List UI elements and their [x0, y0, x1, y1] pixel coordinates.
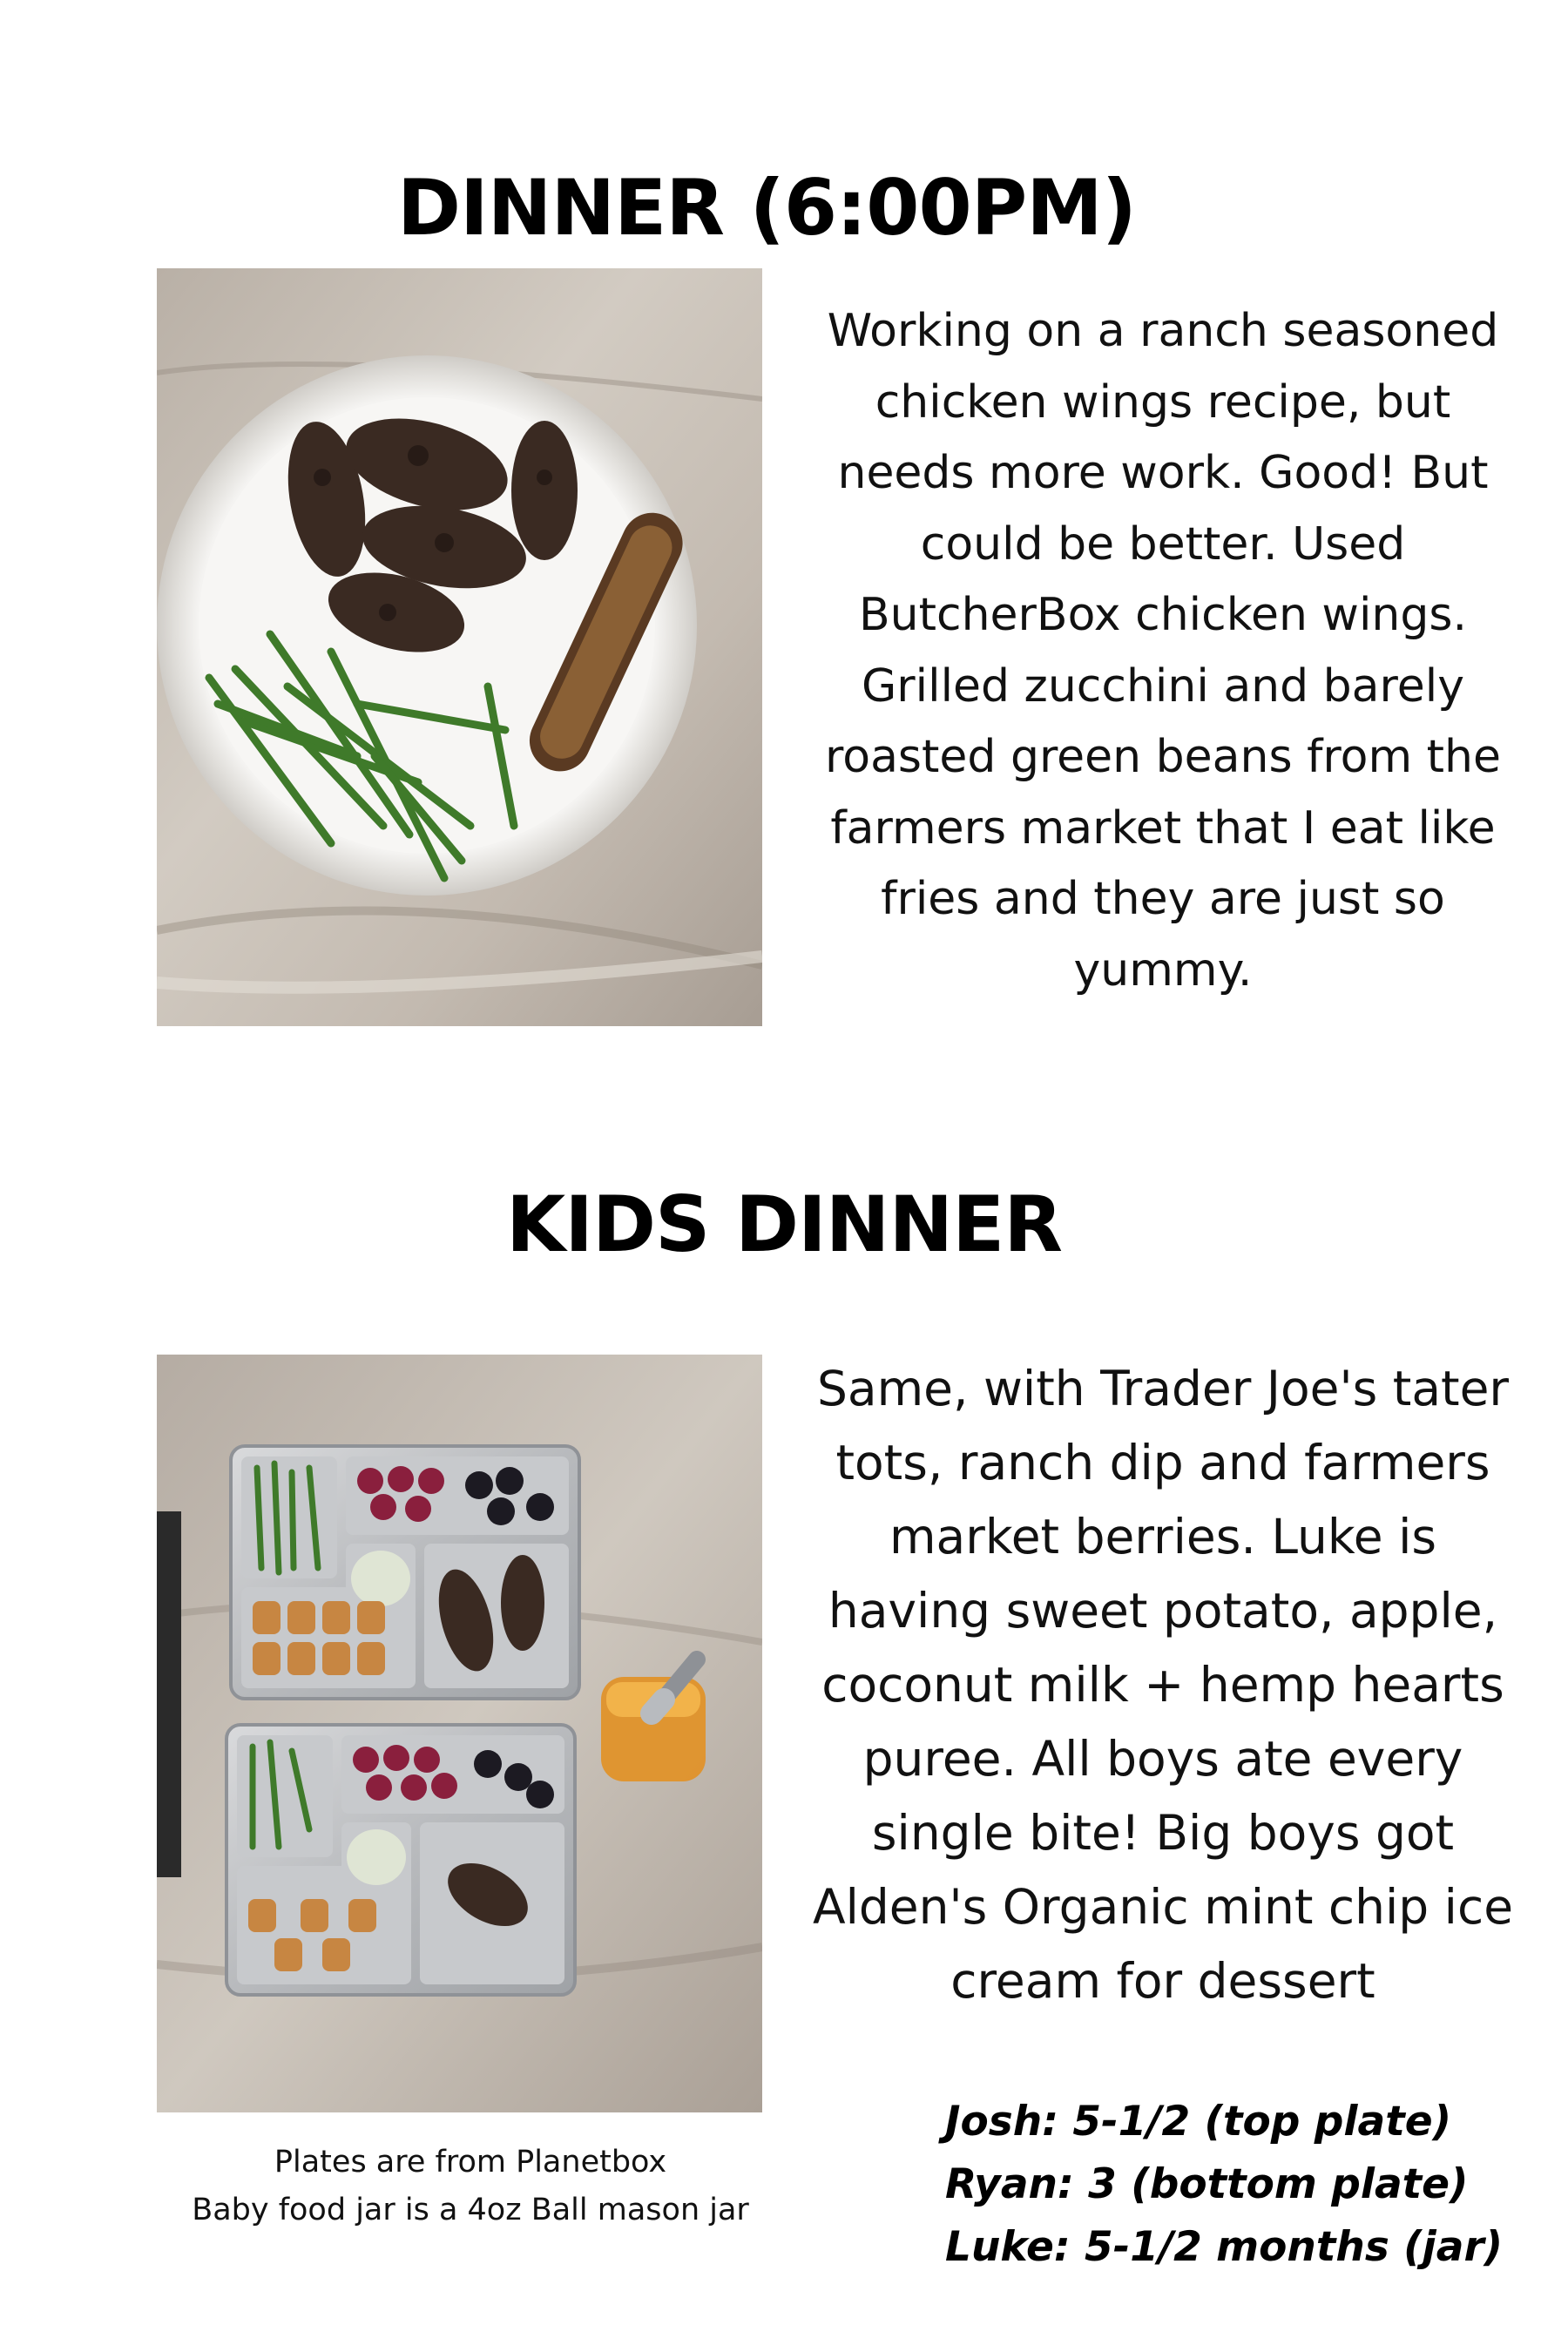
- kids-dinner-heading: KIDS DINNER: [506, 1179, 1062, 1269]
- age-josh: Josh: 5-1/2 (top plate): [945, 2098, 1452, 2146]
- kids-plates-image: [157, 1355, 762, 2112]
- caption-line-1: Plates are from Planetbox: [274, 2145, 667, 2180]
- photo-caption: [157, 2139, 784, 2234]
- caption-line-2: Baby food jar is a 4oz Ball mason jar: [192, 2193, 749, 2227]
- dinner-plate-image: [157, 268, 762, 1026]
- dinner-heading: DINNER (6:00PM): [397, 163, 1136, 253]
- ages-list: [945, 2091, 1503, 2279]
- age-ryan: Ryan: 3 (bottom plate): [945, 2160, 1469, 2208]
- dinner-photo: [157, 268, 762, 1026]
- age-luke: Luke: 5-1/2 months (jar): [945, 2223, 1504, 2271]
- dinner-description: Working on a ranch seasoned chicken wings recipe, but needs more work. Good! But could be better. Used ButcherBox chicken wings. Grilled zucchini and barely roasted green beans from the farmers market that I eat like fries and they are just so yummy.: [825, 305, 1501, 997]
- kids-dinner-description: Same, with Trader Joe's tater tots, ranch dip and farmers market berries. Luke is having sweet potato, apple, coconut milk + hemp hearts puree. All boys ate every single bite! Big boys got Alden's Organic mint chip ice cream for dessert: [812, 1361, 1514, 2009]
- kids-dinner-photo: [157, 1355, 762, 2112]
